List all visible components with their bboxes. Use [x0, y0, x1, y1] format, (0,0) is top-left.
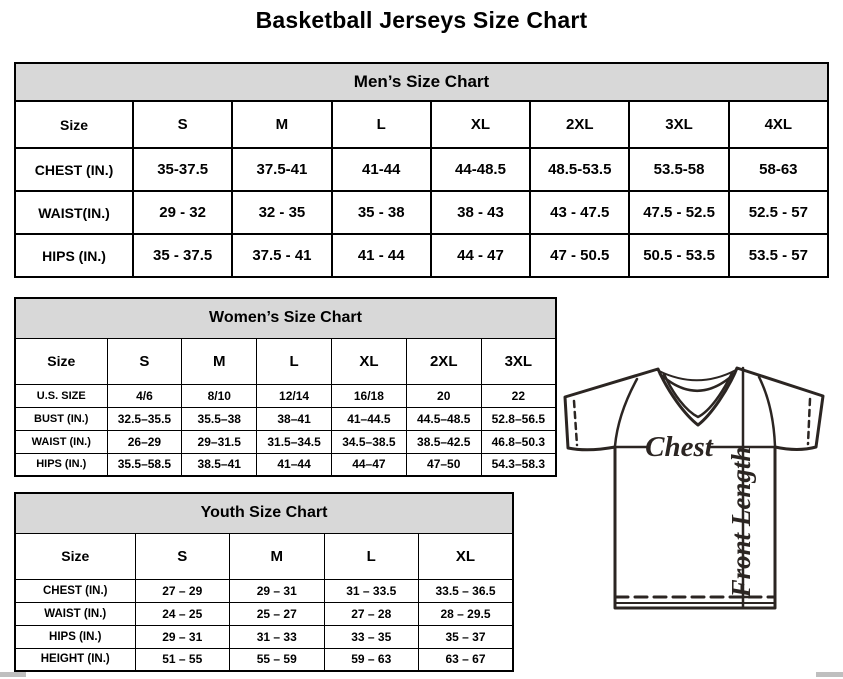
size-value-cell: 35 – 37	[419, 625, 514, 648]
size-value-cell: 31 – 33.5	[324, 579, 419, 602]
size-value-cell: 47–50	[406, 453, 481, 476]
row-label: CHEST (IN.)	[15, 148, 133, 191]
table-row	[15, 625, 513, 648]
size-value-cell: 54.3–58.3	[481, 453, 556, 476]
front-length-label: Front Length	[726, 446, 756, 598]
mens-size-table	[14, 62, 829, 278]
size-column-header: 2XL	[530, 101, 629, 148]
size-value-cell: 35 - 38	[332, 191, 431, 234]
size-value-cell: 58-63	[729, 148, 828, 191]
row-label: HIPS (IN.)	[15, 234, 133, 277]
table-row	[15, 453, 556, 476]
size-value-cell: 37.5 - 41	[232, 234, 331, 277]
size-value-cell: 16/18	[331, 384, 406, 407]
table-row	[15, 101, 828, 148]
size-header-label: Size	[15, 101, 133, 148]
horizontal-scrollbar-fragment-right[interactable]	[816, 672, 843, 677]
horizontal-scrollbar-fragment-left[interactable]	[0, 672, 26, 677]
row-label: WAIST(IN.)	[15, 191, 133, 234]
size-value-cell: 33.5 – 36.5	[419, 579, 514, 602]
size-column-header: S	[133, 101, 232, 148]
table-row	[15, 602, 513, 625]
size-value-cell: 12/14	[257, 384, 332, 407]
size-value-cell: 46.8–50.3	[481, 430, 556, 453]
size-value-cell: 22	[481, 384, 556, 407]
row-label: CHEST (IN.)	[15, 579, 135, 602]
size-header-label: Size	[15, 338, 107, 384]
size-column-header: 3XL	[629, 101, 728, 148]
size-value-cell: 59 – 63	[324, 648, 419, 671]
size-value-cell: 38 - 43	[431, 191, 530, 234]
row-label: WAIST (IN.)	[15, 430, 107, 453]
size-column-header: XL	[431, 101, 530, 148]
size-value-cell: 53.5-58	[629, 148, 728, 191]
size-value-cell: 48.5-53.5	[530, 148, 629, 191]
size-value-cell: 29 - 32	[133, 191, 232, 234]
size-value-cell: 35.5–58.5	[107, 453, 182, 476]
size-value-cell: 41–44.5	[331, 407, 406, 430]
size-value-cell: 44 - 47	[431, 234, 530, 277]
size-value-cell: 38–41	[257, 407, 332, 430]
size-value-cell: 29 – 31	[135, 625, 230, 648]
size-value-cell: 37.5-41	[232, 148, 331, 191]
row-label: U.S. SIZE	[15, 384, 107, 407]
table-row	[15, 338, 556, 384]
size-value-cell: 28 – 29.5	[419, 602, 514, 625]
size-value-cell: 33 – 35	[324, 625, 419, 648]
size-value-cell: 27 – 28	[324, 602, 419, 625]
youth-table-title: Youth Size Chart	[15, 493, 513, 533]
size-value-cell: 41-44	[332, 148, 431, 191]
row-label: HIPS (IN.)	[15, 453, 107, 476]
size-value-cell: 52.8–56.5	[481, 407, 556, 430]
size-value-cell: 35-37.5	[133, 148, 232, 191]
size-value-cell: 8/10	[182, 384, 257, 407]
row-label: WAIST (IN.)	[15, 602, 135, 625]
size-column-header: XL	[331, 338, 406, 384]
size-value-cell: 35 - 37.5	[133, 234, 232, 277]
table-row	[15, 384, 556, 407]
row-label: BUST (IN.)	[15, 407, 107, 430]
size-column-header: 2XL	[406, 338, 481, 384]
size-column-header: S	[107, 338, 182, 384]
size-value-cell: 44–47	[331, 453, 406, 476]
size-value-cell: 38.5–41	[182, 453, 257, 476]
size-value-cell: 31 – 33	[230, 625, 325, 648]
size-value-cell: 41–44	[257, 453, 332, 476]
womens-size-table	[14, 297, 557, 477]
size-value-cell: 4/6	[107, 384, 182, 407]
size-value-cell: 32 - 35	[232, 191, 331, 234]
size-column-header: 3XL	[481, 338, 556, 384]
size-column-header: M	[232, 101, 331, 148]
jersey-measurement-diagram	[558, 364, 842, 618]
size-value-cell: 52.5 - 57	[729, 191, 828, 234]
size-column-header: L	[324, 533, 419, 579]
size-value-cell: 41 - 44	[332, 234, 431, 277]
size-value-cell: 26–29	[107, 430, 182, 453]
collar-back-arc	[659, 370, 736, 380]
size-value-cell: 29–31.5	[182, 430, 257, 453]
jersey-outline	[565, 368, 823, 608]
size-value-cell: 34.5–38.5	[331, 430, 406, 453]
table-row	[15, 648, 513, 671]
size-column-header: M	[182, 338, 257, 384]
size-value-cell: 55 – 59	[230, 648, 325, 671]
size-value-cell: 38.5–42.5	[406, 430, 481, 453]
size-value-cell: 44.5–48.5	[406, 407, 481, 430]
size-value-cell: 25 – 27	[230, 602, 325, 625]
table-row	[15, 579, 513, 602]
table-row	[15, 407, 556, 430]
table-row	[15, 191, 828, 234]
row-label: HEIGHT (IN.)	[15, 648, 135, 671]
size-value-cell: 27 – 29	[135, 579, 230, 602]
size-value-cell: 47.5 - 52.5	[629, 191, 728, 234]
womens-table-title: Women’s Size Chart	[15, 298, 556, 338]
size-value-cell: 29 – 31	[230, 579, 325, 602]
size-value-cell: 47 - 50.5	[530, 234, 629, 277]
size-value-cell: 31.5–34.5	[257, 430, 332, 453]
table-row	[15, 148, 828, 191]
size-header-label: Size	[15, 533, 135, 579]
size-value-cell: 35.5–38	[182, 407, 257, 430]
table-row	[15, 63, 828, 101]
size-column-header: S	[135, 533, 230, 579]
size-value-cell: 24 – 25	[135, 602, 230, 625]
table-row	[15, 234, 828, 277]
row-label: HIPS (IN.)	[15, 625, 135, 648]
size-value-cell: 44-48.5	[431, 148, 530, 191]
chest-label: Chest	[645, 431, 713, 463]
size-column-header: L	[257, 338, 332, 384]
size-value-cell: 63 – 67	[419, 648, 514, 671]
size-value-cell: 50.5 - 53.5	[629, 234, 728, 277]
size-value-cell: 32.5–35.5	[107, 407, 182, 430]
size-value-cell: 43 - 47.5	[530, 191, 629, 234]
size-column-header: M	[230, 533, 325, 579]
table-row	[15, 493, 513, 533]
size-value-cell: 53.5 - 57	[729, 234, 828, 277]
size-value-cell: 51 – 55	[135, 648, 230, 671]
youth-size-table	[14, 492, 514, 672]
size-value-cell: 20	[406, 384, 481, 407]
table-row	[15, 430, 556, 453]
table-row	[15, 533, 513, 579]
size-column-header: 4XL	[729, 101, 828, 148]
size-column-header: L	[332, 101, 431, 148]
mens-table-title: Men’s Size Chart	[15, 63, 828, 101]
page-title: Basketball Jerseys Size Chart	[255, 7, 588, 33]
size-column-header: XL	[419, 533, 514, 579]
table-row	[15, 298, 556, 338]
